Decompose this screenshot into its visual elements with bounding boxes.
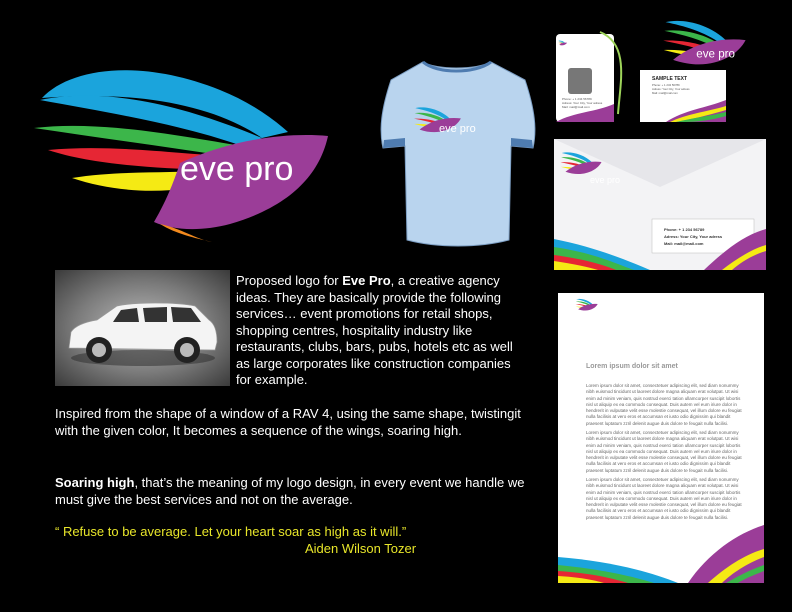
- card-sample-text: SAMPLE TEXT: [652, 76, 688, 82]
- tshirt-logo-text: eve pro: [439, 123, 476, 135]
- soaring-rest: , that’s the meaning of my logo design, in every event we handle we must give the best services and not on the average.: [55, 475, 525, 507]
- tag-logo-text: eve pro: [580, 50, 601, 56]
- quote-text: “ Refuse to be average. Let your heart soar as high as it will.”: [55, 524, 407, 539]
- card-contact-2: Adress: Your City, Your adress: [652, 87, 690, 91]
- letterhead-paragraph-3: Lorem ipsum dolor sit amet, consectetuer adipiscing elit, sed diam nonummy nibh euismod tincidunt ut laoreet dolore magna aliquam erat volutpat. Ut wisi enim ad minim veniam, quis nostrud exerci tation ullamcorper suscipit lobortis nisl ut aliquip ex ea commodo consequat. Duis autem vel eum iriure dolor in hendrerit in vulputate velit esse molestie consequat, vel illum dolore eu feugiat nulla facilisis at vero eros et accumsan et iusto odio dignissim qui blandit praesent luptatum zzril delenit augue duis dolore te feugait nulla facilisi.: [586, 477, 742, 520]
- tag-string: [590, 24, 640, 119]
- envelope-logo-text: eve pro: [590, 175, 621, 185]
- small-logo-text: eve pro: [696, 47, 735, 61]
- intro-rest: , a creative agency ideas. They are basically provide the following services… event promotions for retail shops, shopping centres, hospitality industry like restaurants, clubs, bars, pubs, hotels etc as well as large corporates like construction companies for example.: [236, 273, 513, 387]
- business-card-mockup: [640, 70, 726, 122]
- tag-contact-2: Adress: Your City, Your adress: [562, 101, 603, 105]
- envelope-mail: Mail: mail@mail.com: [664, 241, 704, 246]
- intro-brand: Eve Pro: [342, 273, 391, 288]
- letterhead-mockup: [558, 293, 764, 583]
- letterhead-paragraph-2: Lorem ipsum dolor sit amet, consectetuer adipiscing elit, sed diam nonummy nibh euismod tincidunt ut laoreet dolore magna aliquam erat volutpat. Ut wisi enim ad minim veniam, quis nostrud exerci tation ullamcorper suscipit lobortis nisl ut aliquip ex ea commodo consequat. Duis autem vel eum iriure dolor in hendrerit in vulputate velit esse molestie consequat, vel illum dolore eu feugiat nulla facilisis at vero eros et accumsan et iusto odio dignissim qui blandit praesent luptatum zzril delenit augue duis dolore te feugait nulla facilisi.: [586, 430, 742, 473]
- main-logo: [30, 28, 350, 243]
- soaring-paragraph: [55, 475, 530, 508]
- soaring-bold: Soaring high: [55, 475, 135, 490]
- tshirt-mockup: [375, 50, 540, 250]
- tag-contact-1: Phone: + 1 234 56789: [562, 97, 592, 101]
- intro-prefix: Proposed logo for: [236, 273, 343, 288]
- small-logo: [660, 14, 750, 72]
- card-contact-1: Phone: + 1 234 56789: [652, 83, 680, 87]
- letterhead-logo-text: eve pro: [598, 325, 632, 336]
- car-photo: [55, 270, 230, 386]
- envelope-mockup: [554, 139, 766, 270]
- card-contact-3: Mail: mail@mail.com: [652, 91, 678, 95]
- intro-paragraph: [236, 273, 526, 389]
- envelope-address: Adress: Your City, Your adress: [664, 234, 723, 239]
- tag-contact-3: Mail: mail@mail.com: [562, 105, 590, 109]
- envelope-phone: Phone: + 1 234 56789: [664, 227, 705, 232]
- inspiration-paragraph: Inspired from the shape of a window of a RAV 4, using the same shape, twistingit with the given color, It becomes a sequence of the wings, soaring high.: [55, 406, 521, 438]
- letterhead-paragraph-1: Lorem ipsum dolor sit amet, consectetuer adipiscing elit, sed diam nonummy nibh euismod tincidunt ut laoreet dolore magna aliquam erat volutpat. Ut wisi enim ad minim veniam, quis nostrud exerci tation ullamcorper suscipit lobortis nisl ut aliquip ex ea commodo consequat. Duis autem vel eum iriure dolor in hendrerit in vulputate velit esse molestie consequat, vel illum dolore eu feugiat nulla facilisis at vero eros et accumsan et iusto odio dignissim qui blandit praesent luptatum zzril delenit augue duis dolore te feugait nulla facilisi.: [586, 383, 742, 426]
- letterhead-heading: Lorem ipsum dolor sit amet: [586, 363, 678, 370]
- quote-author: Aiden Wilson Tozer: [305, 541, 417, 556]
- logo-wordmark: eve pro: [180, 150, 294, 188]
